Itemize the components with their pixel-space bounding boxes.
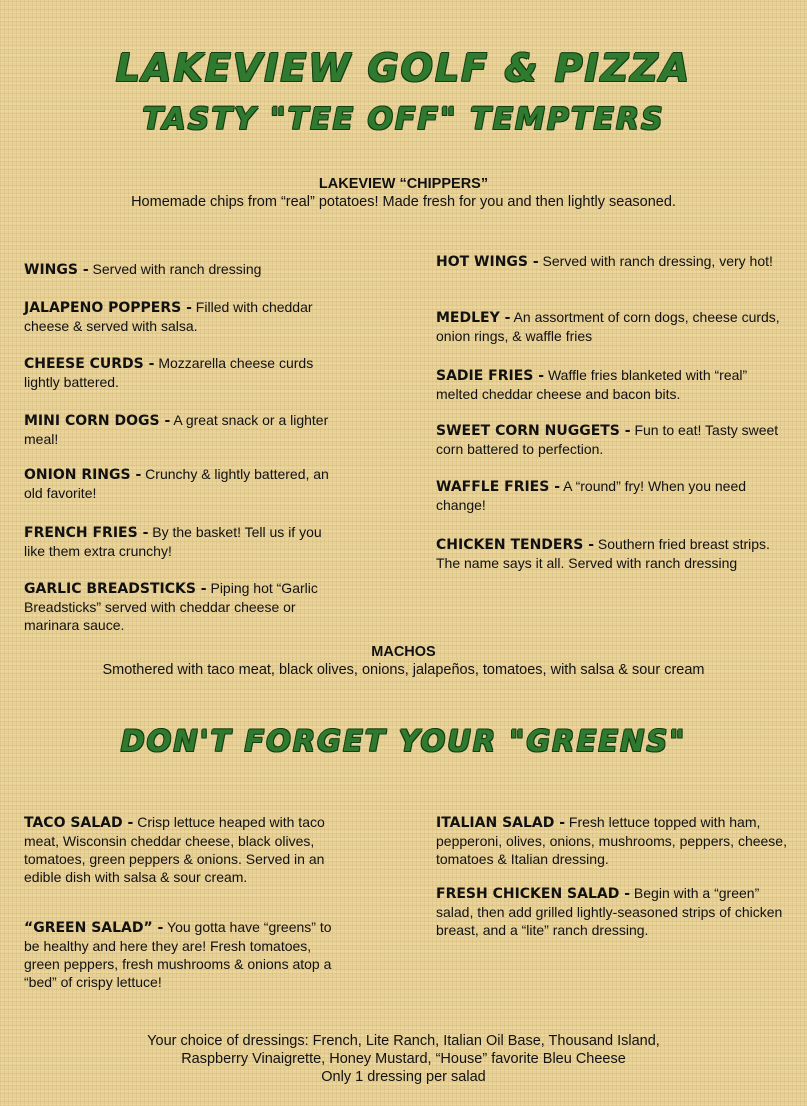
menu-item <box>24 579 344 634</box>
menu-item-name: HOT WINGS - <box>436 254 539 270</box>
menu-item <box>24 411 344 448</box>
menu-item <box>24 813 339 886</box>
dressings-note <box>0 1032 807 1086</box>
dressings-line: Your choice of dressings: French, Lite Ranch, Italian Oil Base, Thousand Island, <box>147 1033 660 1049</box>
menu-item-desc: Mozzarella cheese curds lightly battered. <box>24 355 314 390</box>
menu-item <box>24 260 344 279</box>
section-title-greens: DON'T FORGET YOUR "GREENS" <box>120 724 687 758</box>
menu-item-desc: Fun to eat! Tasty sweet corn battered to perfection. <box>436 422 779 457</box>
menu-item-desc: Crisp lettuce heaped with taco meat, Wisconsin cheddar cheese, black olives, tomatoes, green peppers & onions. Served in an edible dish with salsa & sour cream. <box>24 814 325 885</box>
menu-item-name: MINI CORN DOGS - <box>24 413 171 429</box>
menu-item <box>24 298 344 335</box>
menu-item-name: CHEESE CURDS - <box>24 356 155 372</box>
chippers-heading: LAKEVIEW “CHIPPERS” <box>318 176 489 192</box>
menu-item-name: WAFFLE FRIES - <box>436 479 561 495</box>
menu-item-desc: An assortment of corn dogs, cheese curds, onion rings, & waffle fries <box>436 309 780 344</box>
section-title-appetizers: TASTY "TEE OFF" TEMPTERS <box>142 102 665 137</box>
menu-item-name: TACO SALAD - <box>24 815 134 831</box>
machos-block <box>0 643 807 679</box>
menu-item-desc: Filled with cheddar cheese & served with salsa. <box>24 299 313 334</box>
menu-item-name: WINGS - <box>24 262 89 278</box>
menu-item-desc: Piping hot “Garlic Breadsticks” served with cheddar cheese or marinara sauce. <box>24 580 318 633</box>
menu-item-name: JALAPENO POPPERS - <box>24 300 192 316</box>
menu-item <box>436 477 791 514</box>
menu-item <box>436 813 791 868</box>
menu-item-name: SADIE FRIES - <box>436 368 545 384</box>
chippers-block <box>0 175 807 211</box>
menu-item-name: FRENCH FRIES - <box>24 525 149 541</box>
menu-item <box>436 366 791 403</box>
menu-item-name: MEDLEY - <box>436 310 511 326</box>
menu-item-desc: Fresh lettuce topped with ham, pepperoni, olives, onions, mushrooms, peppers, cheese, tomatoes & Italian dressing. <box>436 814 787 867</box>
menu-item-desc: A “round” fry! When you need change! <box>436 478 747 513</box>
menu-item-desc: You gotta have “greens” to be healthy and here they are! Fresh tomatoes, green peppers, fresh mushrooms & onions atop a “bed” of crispy lettuce! <box>24 919 332 990</box>
menu-item-name: SWEET CORN NUGGETS - <box>436 423 631 439</box>
machos-description: Smothered with taco meat, black olives, onions, jalapeños, tomatoes, with salsa & sour cream <box>102 662 705 678</box>
menu-item-desc: Begin with a “green” salad, then add grilled lightly-seasoned strips of chicken breast, and a “lite” ranch dressing. <box>436 885 783 938</box>
menu-item-desc: Waffle fries blanketed with “real” melted cheddar cheese and bacon bits. <box>436 367 748 402</box>
menu-item <box>24 918 342 991</box>
menu-item-desc: Southern fried breast strips. The name says it all. Served with ranch dressing <box>436 536 770 571</box>
menu-item <box>436 252 791 271</box>
menu-item-name: “GREEN SALAD” - <box>24 920 164 936</box>
menu-item <box>24 465 344 502</box>
menu-item <box>24 354 344 391</box>
menu-item-name: GARLIC BREADSTICKS - <box>24 581 207 597</box>
menu-item-desc: A great snack or a lighter meal! <box>24 412 329 447</box>
menu-item-desc: Served with ranch dressing <box>88 261 262 277</box>
menu-item-name: ITALIAN SALAD - <box>436 815 566 831</box>
menu-item <box>24 523 344 560</box>
menu-item-desc: Crunchy & lightly battered, an old favorite! <box>24 466 329 501</box>
chippers-description: Homemade chips from “real” potatoes! Made fresh for you and then lightly seasoned. <box>131 194 676 210</box>
menu-item <box>436 308 791 345</box>
dressings-line: Raspberry Vinaigrette, Honey Mustard, “House” favorite Bleu Cheese <box>181 1051 626 1067</box>
menu-item-desc: By the basket! Tell us if you like them extra crunchy! <box>24 524 322 559</box>
dressings-line: Only 1 dressing per salad <box>321 1069 486 1085</box>
menu-item <box>436 421 791 458</box>
menu-item-name: ONION RINGS - <box>24 467 142 483</box>
menu-item-name: FRESH CHICKEN SALAD - <box>436 886 631 902</box>
menu-item-name: CHICKEN TENDERS - <box>436 537 595 553</box>
menu-item <box>436 884 791 939</box>
menu-item <box>436 535 791 572</box>
restaurant-title: LAKEVIEW GOLF & PIZZA <box>115 46 692 90</box>
menu-item-desc: Served with ranch dressing, very hot! <box>538 253 773 269</box>
machos-heading: MACHOS <box>371 644 436 660</box>
